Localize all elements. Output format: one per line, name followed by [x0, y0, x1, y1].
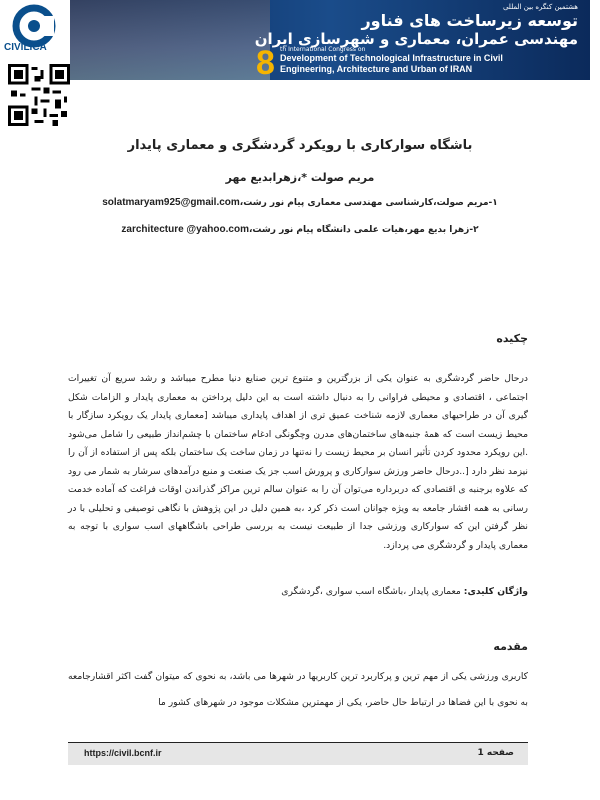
footer-page-number: صفحه 1	[477, 748, 514, 758]
intro-text: کاربری ورزشی یکی از مهم ترین و پرکاربرد ترین کاربریها در شهرها می باشد، به نحوی که میتوان گفت اکثر اقشارجامعه به نحوی با این فضاها در ارتباط حال حاضر، یکی از مهمترین مشکلات موجود در شهرهای کشور ما	[68, 671, 528, 708]
banner-congress-number: 8	[256, 44, 275, 80]
page-footer	[68, 742, 528, 765]
affiliation-2-text: ۲-زهرا بدیع مهر،هیات علمی دانشگاه پیام نور رشت،	[248, 225, 479, 235]
affiliation-2	[60, 224, 540, 235]
keywords-text: معماری پایدار ،باشگاه اسب سواری ،گردشگری	[281, 586, 461, 597]
conference-banner	[70, 0, 590, 80]
affiliation-1-text: ۱-مریم صولت،کارشناسی مهندسی معماری پیام نور رشت،	[239, 198, 498, 208]
banner-en-title-1: Development of Technological Infrastructure in Civil	[280, 53, 503, 63]
banner-en-title-2: Engineering, Architecture and Urban of IRAN	[280, 64, 473, 74]
keywords	[68, 586, 528, 597]
logo-text: CIVILICA	[4, 42, 47, 53]
footer-url[interactable]: https://civil.bcnf.ir	[84, 748, 162, 758]
affiliation-2-email[interactable]: zarchitecture @yahoo.com	[121, 224, 249, 235]
paper-title: باشگاه سوارکاری با رویکرد گردشگری و معماری پایدار	[127, 138, 473, 153]
affiliation-1-email[interactable]: solatmaryam925@gmail.com	[102, 197, 240, 208]
banner-fa-title-1: توسعه زیرساخت های فناور	[361, 11, 578, 30]
paper-authors: مریم صولت *،زهرابدیع مهر	[225, 171, 375, 184]
abstract-text: درحال حاضر گردشگری به عنوان یکی از بزرگترین و متنوع ترین صنایع دنیا مطرح میباشد و رشد سریع آن تغییرات اجتماعی ، اقتصادی و محیطی فراوانی را به دنبال داشته است به این دلیل پرداختن به معماری پایدار و الزامات شکل گیری آن در طراحیهای معماری لازمه شناخت عمیق تری از اهداف پایداری میباشد [معماری پایدار یک رویکرد سازگار با محیط زیست است که همهٔ جنبه‌های ساختمان‌های مدرن وچگونگی ادغام ساختمان با چشم‌انداز طبیعی را شامل می‌شود .این رویکرد محدود کردن تأثیر انسان بر محیط زیست را نه‌تنها در زمان ساخت یک ساختمان بلکه پس از استفاده از آن را نیزمد نظر دارد [..درحال حاضر ورزش سوارکاری و پرورش اسب جز یک صنعت و منبع درآمدهای سرشار به شمار می رود که علاوه برجنبه ی اقتصادی که دربرداره می‌توان آن را به عنوان سالم ترین مراکز گذراندن اوقات فراغت که آماده خدمت رسانی به همه اقشار جامعه به ویژه جوانان است ذکر کرد ،به همین دلیل در این پژوهش با نگاهی توصیفی و تحلیلی با در نظر گرفتن این که سوارکاری ورزشی جدا از طبیعت نیست به بررسی طراحی باشگاههای اسب سواری با توجه به معماری پایدار و گردشگری می پردازد.	[68, 373, 528, 551]
banner-city-image	[70, 0, 270, 80]
banner-fa-subtitle: هشتمین کنگره بین المللی	[502, 3, 578, 11]
keywords-label: واژگان کلیدی:	[463, 586, 528, 597]
banner-fa-title-2: مهندسی عمران، معماری و شهرسازی ایران	[254, 30, 578, 48]
abstract-heading: چکیده	[496, 332, 528, 345]
intro-heading: مقدمه	[493, 640, 528, 653]
banner-en-subtitle: th International Congress on	[280, 46, 366, 53]
qr-code-icon	[8, 64, 70, 126]
affiliation-1	[60, 197, 540, 208]
